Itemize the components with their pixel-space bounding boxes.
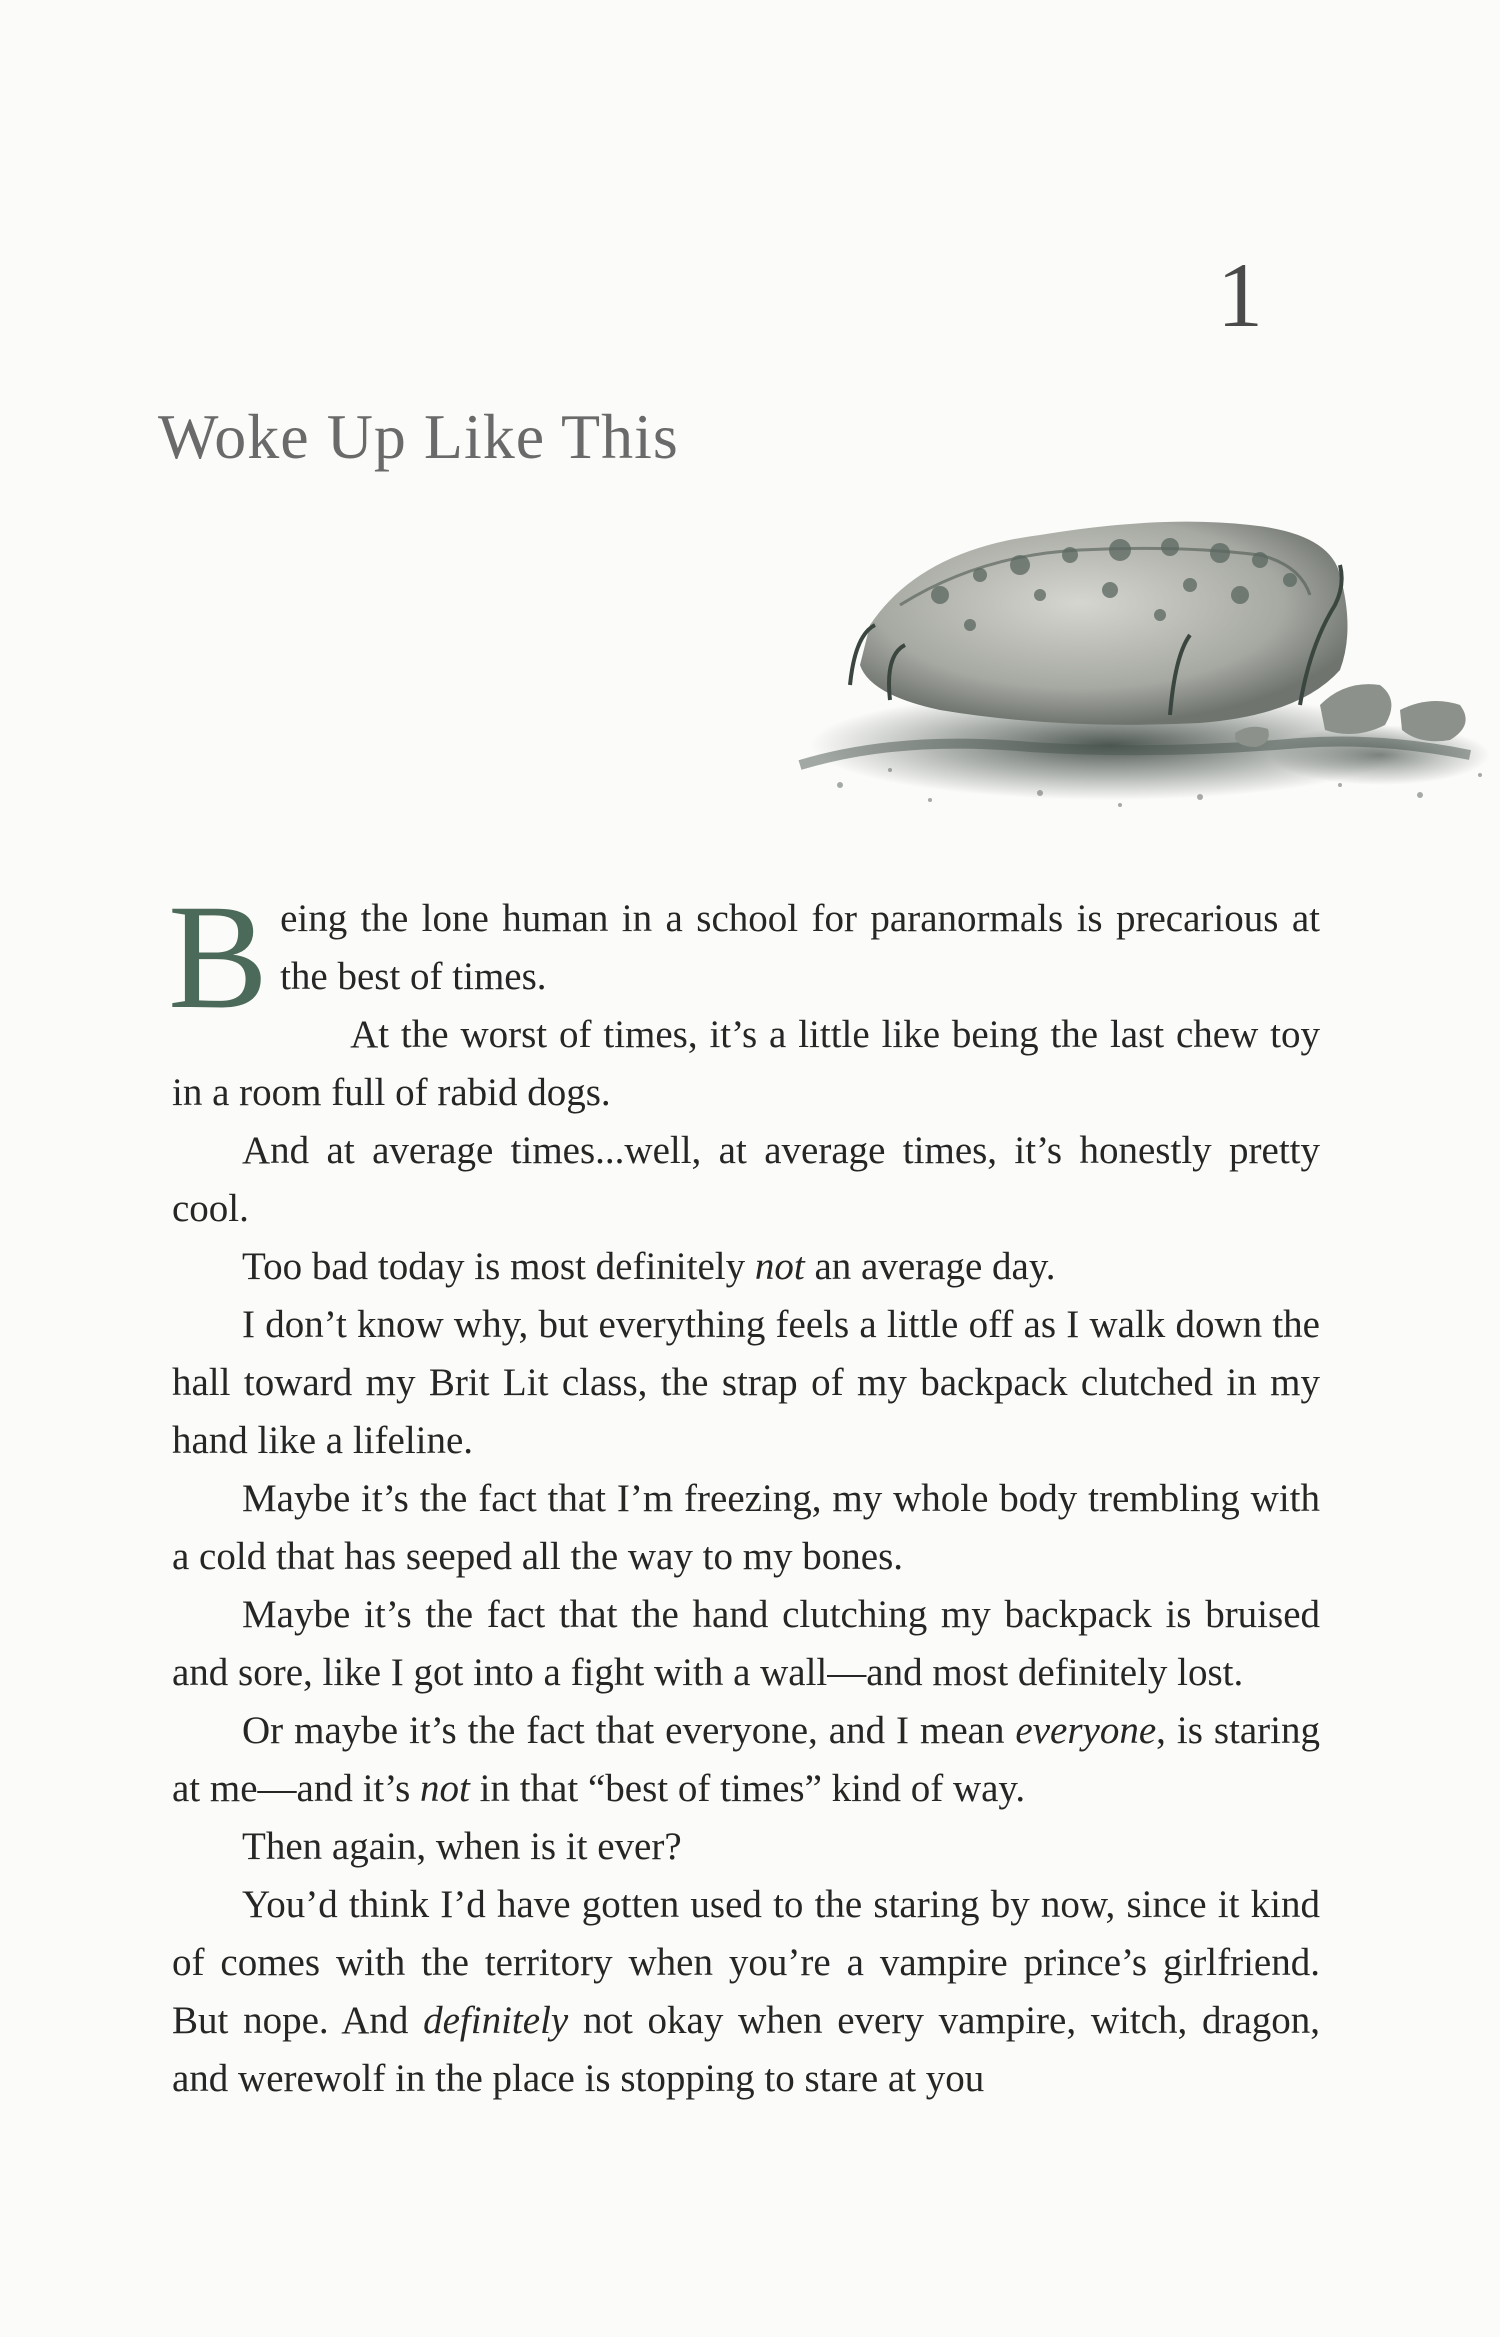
paragraph-9: Then again, when is it ever? [242,1825,682,1868]
paragraph-4: Too bad today is most definitely not an average day. [242,1245,1056,1288]
chapter-body [168,874,1321,2108]
paragraph-5: I don’t know why, but everything feels a little off as I walk down the hall toward my Brit Lit class, the strap of my backpack clutched in my hand like a lifeline. [172,1303,1320,1462]
drop-cap: B [168,874,269,1040]
paragraph-6: Maybe it’s the fact that I’m freezing, my whole body trembling with a cold that has seeped all the way to my bones. [172,1477,1320,1578]
paragraph-3: And at average times...well, at average times, it’s honestly pretty cool. [172,1129,1320,1230]
paragraph-1: Being the lone human in a school for paranormals is precarious at the best of times. [168,874,1320,1040]
paragraph-2: At the worst of times, it’s a little like being the last chew toy in a room full of rabid dogs. [172,1013,1320,1114]
chapter-number: 1 [1217,244,1263,346]
paragraph-10: You’d think I’d have gotten used to the staring by now, since it kind of comes with the territory when you’re a vampire prince’s girlfriend. But nope. And definitely not okay when every vampire, witch, dragon, and werewolf in the place is stopping to stare at you [172,1883,1321,2100]
broken-stone-debris-illustration [780,455,1500,885]
paragraph-7: Maybe it’s the fact that the hand clutching my backpack is bruised and sore, like I got into a fight with a wall—and most definitely lost. [172,1593,1320,1694]
chapter-title: Woke Up Like This [158,401,679,472]
paragraph-8: Or maybe it’s the fact that everyone, and I mean everyone, is staring at me—and it’s not in that “best of times” kind of way. [172,1709,1320,1810]
